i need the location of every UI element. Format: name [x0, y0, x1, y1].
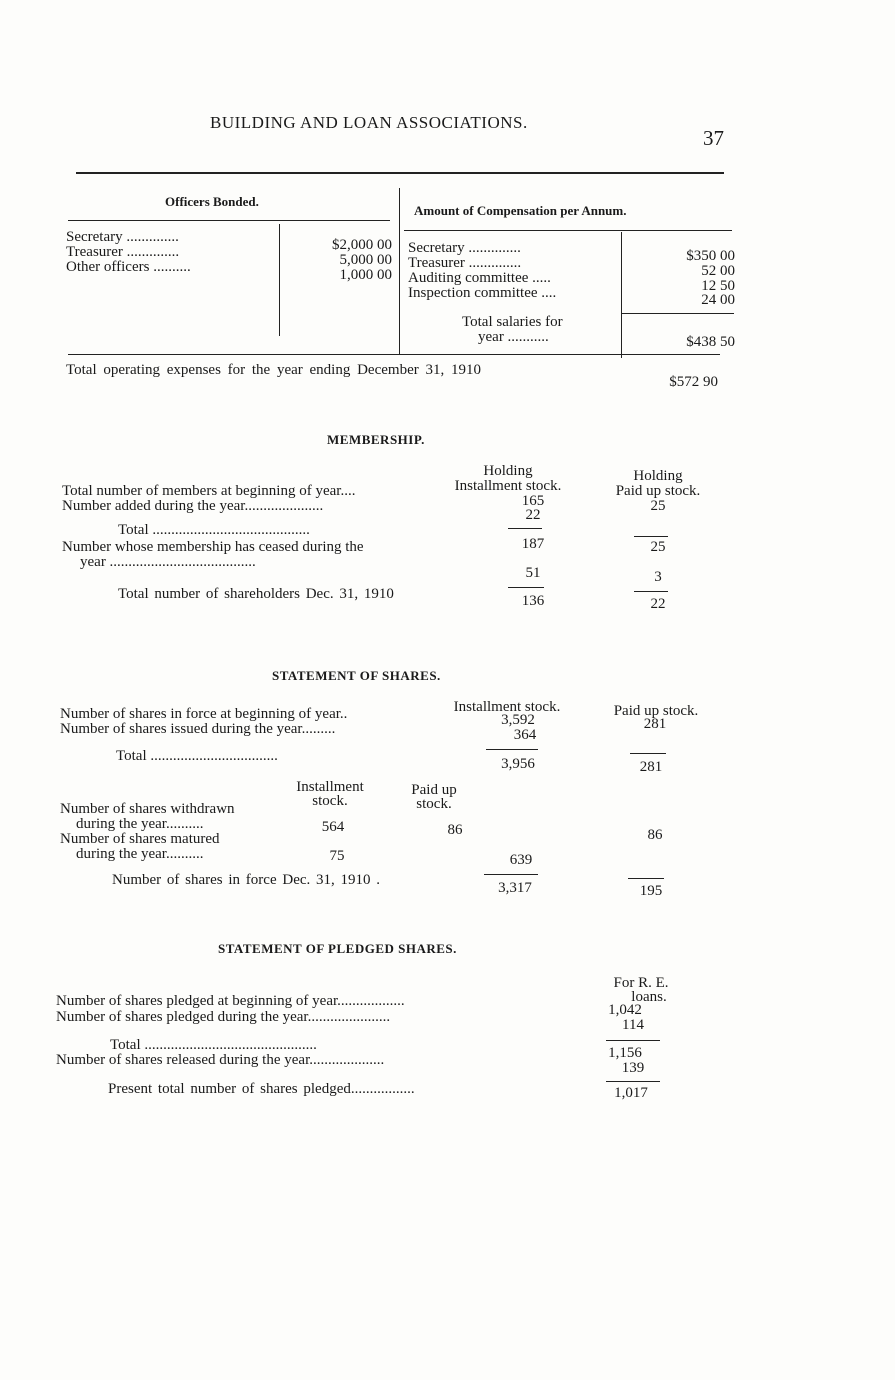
membership-final-rule	[508, 587, 544, 588]
membership-col1-header: Holding	[483, 463, 533, 479]
membership-ceased-label-cont: year .......................................	[80, 554, 256, 570]
shares-withdrawn-label-cont: during the year..........	[76, 816, 204, 832]
pledged-col-header-2: loans.	[631, 989, 667, 1005]
shares-value: 86	[447, 822, 463, 838]
pledged-value: 1,017	[614, 1085, 648, 1101]
table-top-rule	[76, 172, 724, 174]
pledged-value: 139	[621, 1060, 645, 1076]
membership-col1-header-2: Installment stock.	[454, 478, 562, 494]
operating-expenses-amount: $572 90	[669, 374, 718, 390]
compensation-header-rule	[404, 230, 732, 231]
membership-value: 22	[650, 596, 666, 612]
membership-final-label: Total number of shareholders Dec. 31, 1910	[118, 586, 394, 602]
pledged-total-label: Total ..............................................	[110, 1037, 317, 1053]
pledged-final-rule	[606, 1081, 660, 1082]
pledged-col-header: For R. E.	[613, 975, 669, 991]
pledged-row-label: Number of shares pledged at beginning of year..................	[56, 993, 405, 1009]
membership-col2-header: Holding	[633, 468, 683, 484]
shares-value: 3,956	[501, 756, 535, 772]
shares-value: 195	[639, 883, 663, 899]
membership-row-label: Number added during the year.....................	[62, 498, 324, 514]
compensation-label: Treasurer ..............	[408, 255, 522, 271]
shares-sub-header-paid-2: stock.	[416, 796, 452, 812]
shares-value: 364	[513, 727, 537, 743]
officer-label: Other officers ..........	[66, 259, 191, 275]
compensation-amount: 24 00	[701, 292, 735, 308]
page-number: 37	[703, 126, 724, 150]
shares-sub-header-inst: Installment	[296, 779, 364, 795]
membership-value: 51	[525, 565, 541, 581]
shares-title: STATEMENT OF SHARES.	[272, 668, 441, 683]
shares-col1-header: Installment stock.	[453, 699, 561, 715]
officers-amount-divider	[279, 224, 280, 336]
shares-value: 564	[321, 819, 345, 835]
pledged-subtotal-rule	[606, 1040, 660, 1041]
compensation-amount-divider	[621, 232, 622, 358]
membership-value: 22	[525, 507, 541, 523]
officer-amount: 1,000 00	[339, 267, 392, 283]
total-salaries-label: Total salaries for	[462, 314, 563, 330]
shares-final-rule	[484, 874, 538, 875]
compensation-label: Secretary ..............	[408, 240, 521, 256]
pledged-value: 1,156	[608, 1045, 642, 1061]
membership-value: 187	[521, 536, 545, 552]
total-salaries-label-cont: year ...........	[478, 329, 549, 345]
membership-col2-header-2: Paid up stock.	[615, 483, 701, 499]
shares-sub-header-paid: Paid up	[411, 782, 457, 798]
shares-row-label: Number of shares in force at beginning of year..	[60, 706, 348, 722]
shares-final-rule	[628, 878, 664, 879]
shares-value: 3,592	[501, 712, 535, 728]
officers-bonded-header: Officers Bonded.	[165, 194, 259, 209]
membership-ceased-label: Number whose membership has ceased during the	[62, 539, 364, 555]
shares-value: 75	[329, 848, 345, 864]
table-center-divider	[399, 188, 400, 354]
membership-subtotal-rule	[508, 528, 542, 529]
officers-header-rule	[68, 220, 390, 221]
officer-label: Secretary ..............	[66, 229, 179, 245]
membership-final-rule	[634, 591, 668, 592]
shares-value: 281	[643, 716, 667, 732]
membership-total-label: Total ..........................................	[118, 522, 310, 538]
compensation-amount: $350 00	[686, 248, 735, 264]
compensation-amount: 52 00	[701, 263, 735, 279]
pledged-row-label: Number of shares pledged during the year......................	[56, 1009, 391, 1025]
pledged-title: STATEMENT OF PLEDGED SHARES.	[218, 941, 457, 956]
membership-value: 136	[521, 593, 545, 609]
shares-subtotal-rule	[630, 753, 666, 754]
shares-value: 3,317	[498, 880, 532, 896]
officer-amount: $2,000 00	[332, 237, 392, 253]
shares-row-label: Number of shares issued during the year.........	[60, 721, 336, 737]
shares-matured-label: Number of shares matured	[60, 831, 220, 847]
shares-matured-label-cont: during the year..........	[76, 846, 204, 862]
shares-withdrawn-label: Number of shares withdrawn	[60, 801, 235, 817]
officer-label: Treasurer ..............	[66, 244, 180, 260]
membership-value: 3	[654, 569, 662, 585]
shares-subtotal-rule	[486, 749, 538, 750]
running-head: BUILDING AND LOAN ASSOCIATIONS.	[210, 113, 528, 132]
compensation-label: Inspection committee ....	[408, 285, 557, 301]
membership-subtotal-rule	[634, 536, 668, 537]
shares-final-label: Number of shares in force Dec. 31, 1910 .	[112, 872, 381, 888]
membership-value: 165	[521, 493, 545, 509]
compensation-total-rule	[622, 313, 734, 314]
membership-title: MEMBERSHIP.	[327, 432, 425, 447]
membership-value: 25	[650, 498, 666, 514]
operating-expenses-label: Total operating expenses for the year ending December 31, 1910	[66, 362, 481, 378]
membership-value: 25	[650, 539, 666, 555]
shares-total-label: Total ..................................	[116, 748, 278, 764]
pledged-value: 1,042	[608, 1002, 642, 1018]
shares-value: 639	[509, 852, 533, 868]
shares-value: 281	[639, 759, 663, 775]
shares-value: 86	[647, 827, 663, 843]
pledged-released-label: Number of shares released during the year....................	[56, 1052, 385, 1068]
compensation-label: Auditing committee .....	[408, 270, 551, 286]
table-bottom-rule	[68, 354, 720, 355]
compensation-amount: 12 50	[701, 278, 735, 294]
membership-row-label: Total number of members at beginning of year....	[62, 483, 356, 499]
compensation-header: Amount of Compensation per Annum.	[414, 203, 627, 218]
pledged-final-label: Present total number of shares pledged.................	[108, 1081, 415, 1097]
total-salaries-amount: $438 50	[686, 334, 735, 350]
pledged-value: 114	[622, 1017, 644, 1033]
officer-amount: 5,000 00	[339, 252, 392, 268]
shares-sub-header-inst-2: stock.	[312, 793, 348, 809]
shares-col2-header: Paid up stock.	[613, 703, 699, 719]
